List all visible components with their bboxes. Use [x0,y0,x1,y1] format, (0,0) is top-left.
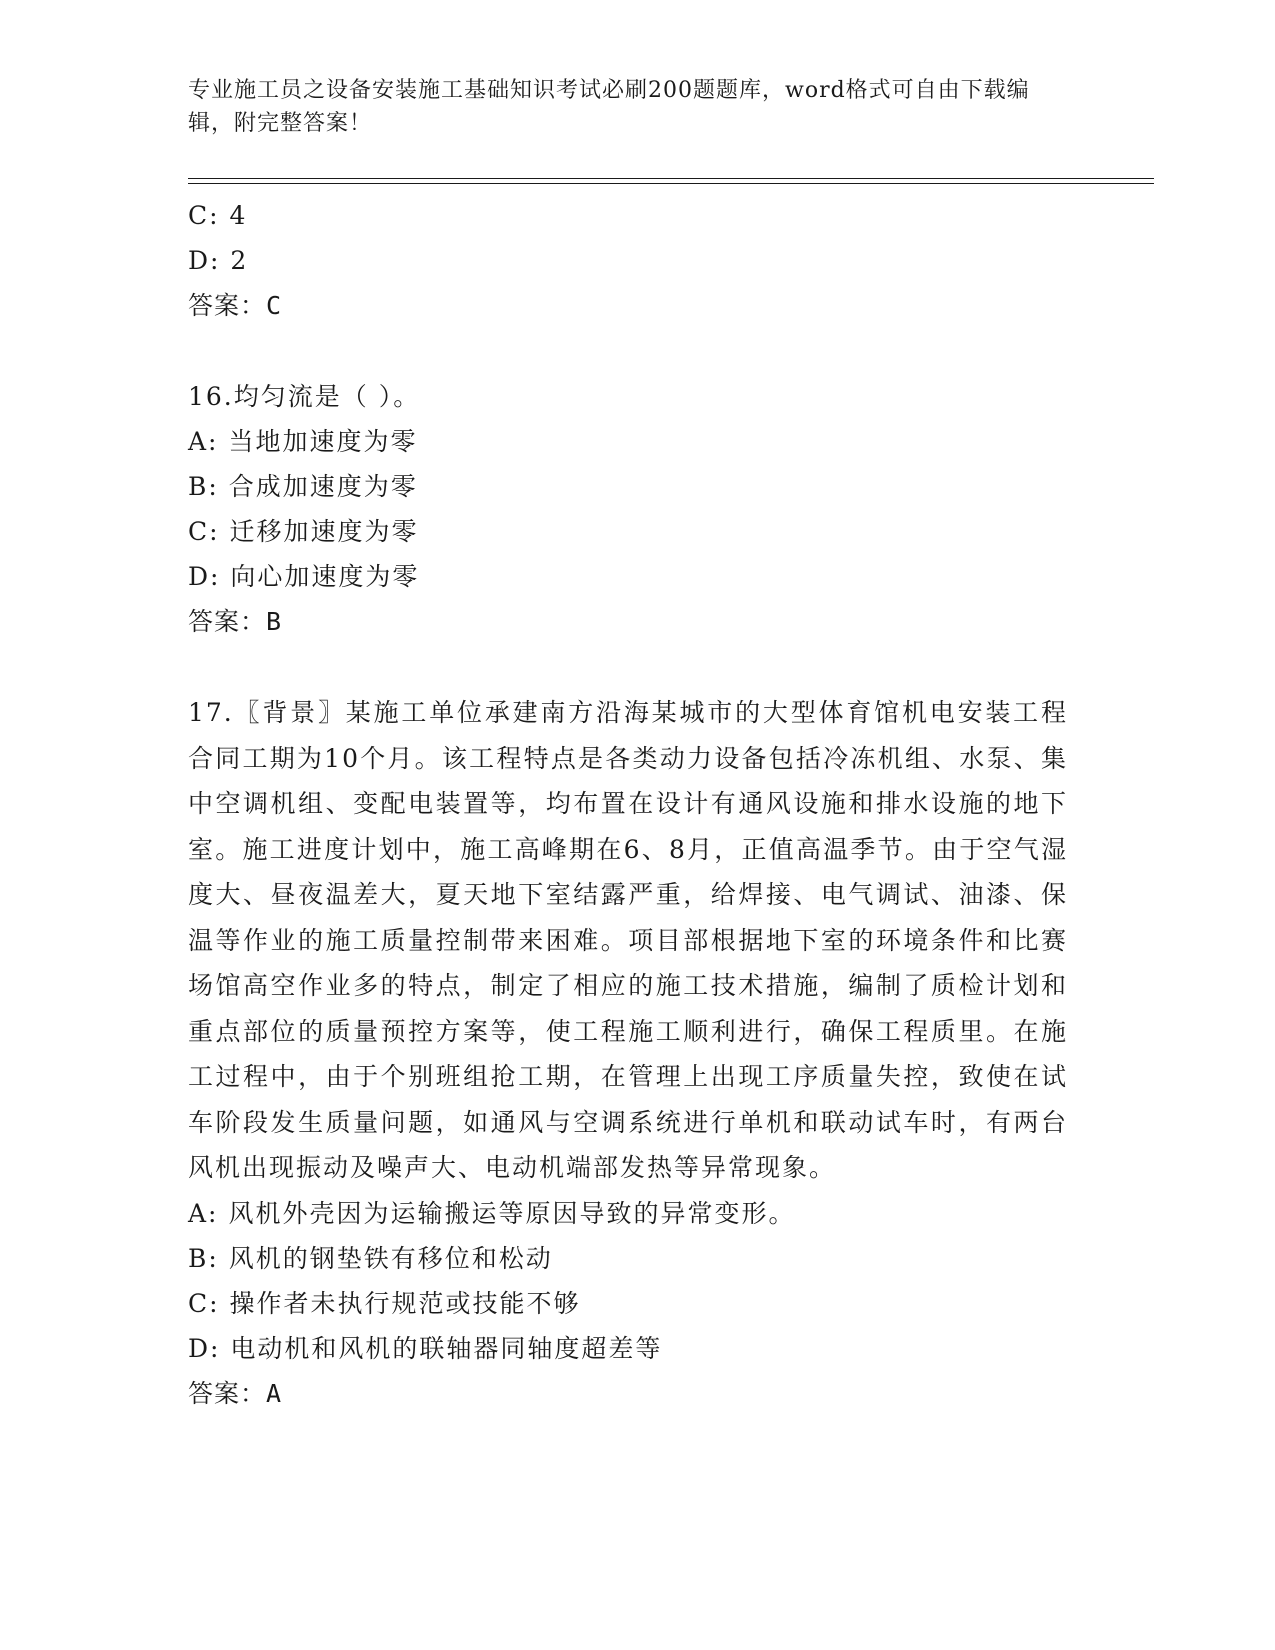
option-a [188,419,1088,464]
option-label: B: [188,472,219,501]
option-text: 电动机和风机的联轴器同轴度超差等 [230,1333,663,1363]
answer: 答案：C [188,291,283,320]
option-text: 4 [229,201,248,230]
option-d [188,1326,1088,1371]
option-label: A: [188,1198,219,1228]
option-b [188,464,1088,509]
question-16-stem: 16.均匀流是（ ）。 [188,382,421,411]
option-label: C: [188,201,220,230]
header-divider-bottom [188,183,1154,184]
option-text: 迁移加速度为零 [229,517,419,546]
option-label: C: [188,1288,220,1318]
option-label: D: [188,246,221,275]
option-d [188,554,1088,599]
option-c [188,509,1088,554]
answer: 答案：B [188,607,283,636]
option-text: 2 [230,246,249,275]
option-label: D: [188,1333,221,1363]
option-text: 风机的钢垫铁有移位和松动 [228,1243,553,1273]
option-label: C: [188,517,220,546]
spacer [188,329,1088,374]
question-17-stem: 17.〖背景〗某施工单位承建南方沿海某城市的大型体育馆机电安装工程合同工期为10个月。该工程特点是各类动力设备包括冷冻机组、水泵、集中空调机组、变配电装置等，均布置在设计有通风设施和排水设施的地下室。施工进度计划中，施工高峰期在6、8月，正值高温季节。由于空气湿度大、昼夜温差大，夏天地下室结露严重，给焊接、电气调试、油漆、保温等作业的施工质量控制带来困难。项目部根据地下室的环境条件和比赛场馆高空作业多的特点，制定了相应的施工技术措施，编制了质检计划和重点部位的质量预控方案等，使工程施工顺利进行，确保工程质里。在施工过程中，由于个别班组抢工期，在管理上出现工序质量失控，致使在试车阶段发生质量问题，如通风与空调系统进行单机和联动试车时，有两台风机出现振动及噪声大、电动机端部发热等异常现象。 [188,698,1068,1182]
option-c [188,1281,1088,1326]
option-text: 操作者未执行规范或技能不够 [229,1288,581,1318]
option-text: 风机外壳因为运输搬运等原因导致的异常变形。 [228,1198,796,1228]
answer: 答案：A [188,1378,283,1408]
option-label: D: [188,562,221,591]
document-header: 专业施工员之设备安装施工基础知识考试必刷200题题库，word格式可自由下载编辑，附完整答案！ [188,78,1030,136]
option-label: A: [188,427,219,456]
option-text: 合成加速度为零 [228,472,418,501]
option-label: B: [188,1243,219,1273]
option-text: 向心加速度为零 [230,562,420,591]
option-d [188,238,1088,283]
spacer [188,645,1088,690]
option-text: 当地加速度为零 [228,427,418,456]
option-c [188,193,1088,238]
header-divider-top [188,178,1154,179]
option-b [188,1236,1088,1281]
document-content [188,193,1088,1417]
option-a [188,1191,1088,1236]
